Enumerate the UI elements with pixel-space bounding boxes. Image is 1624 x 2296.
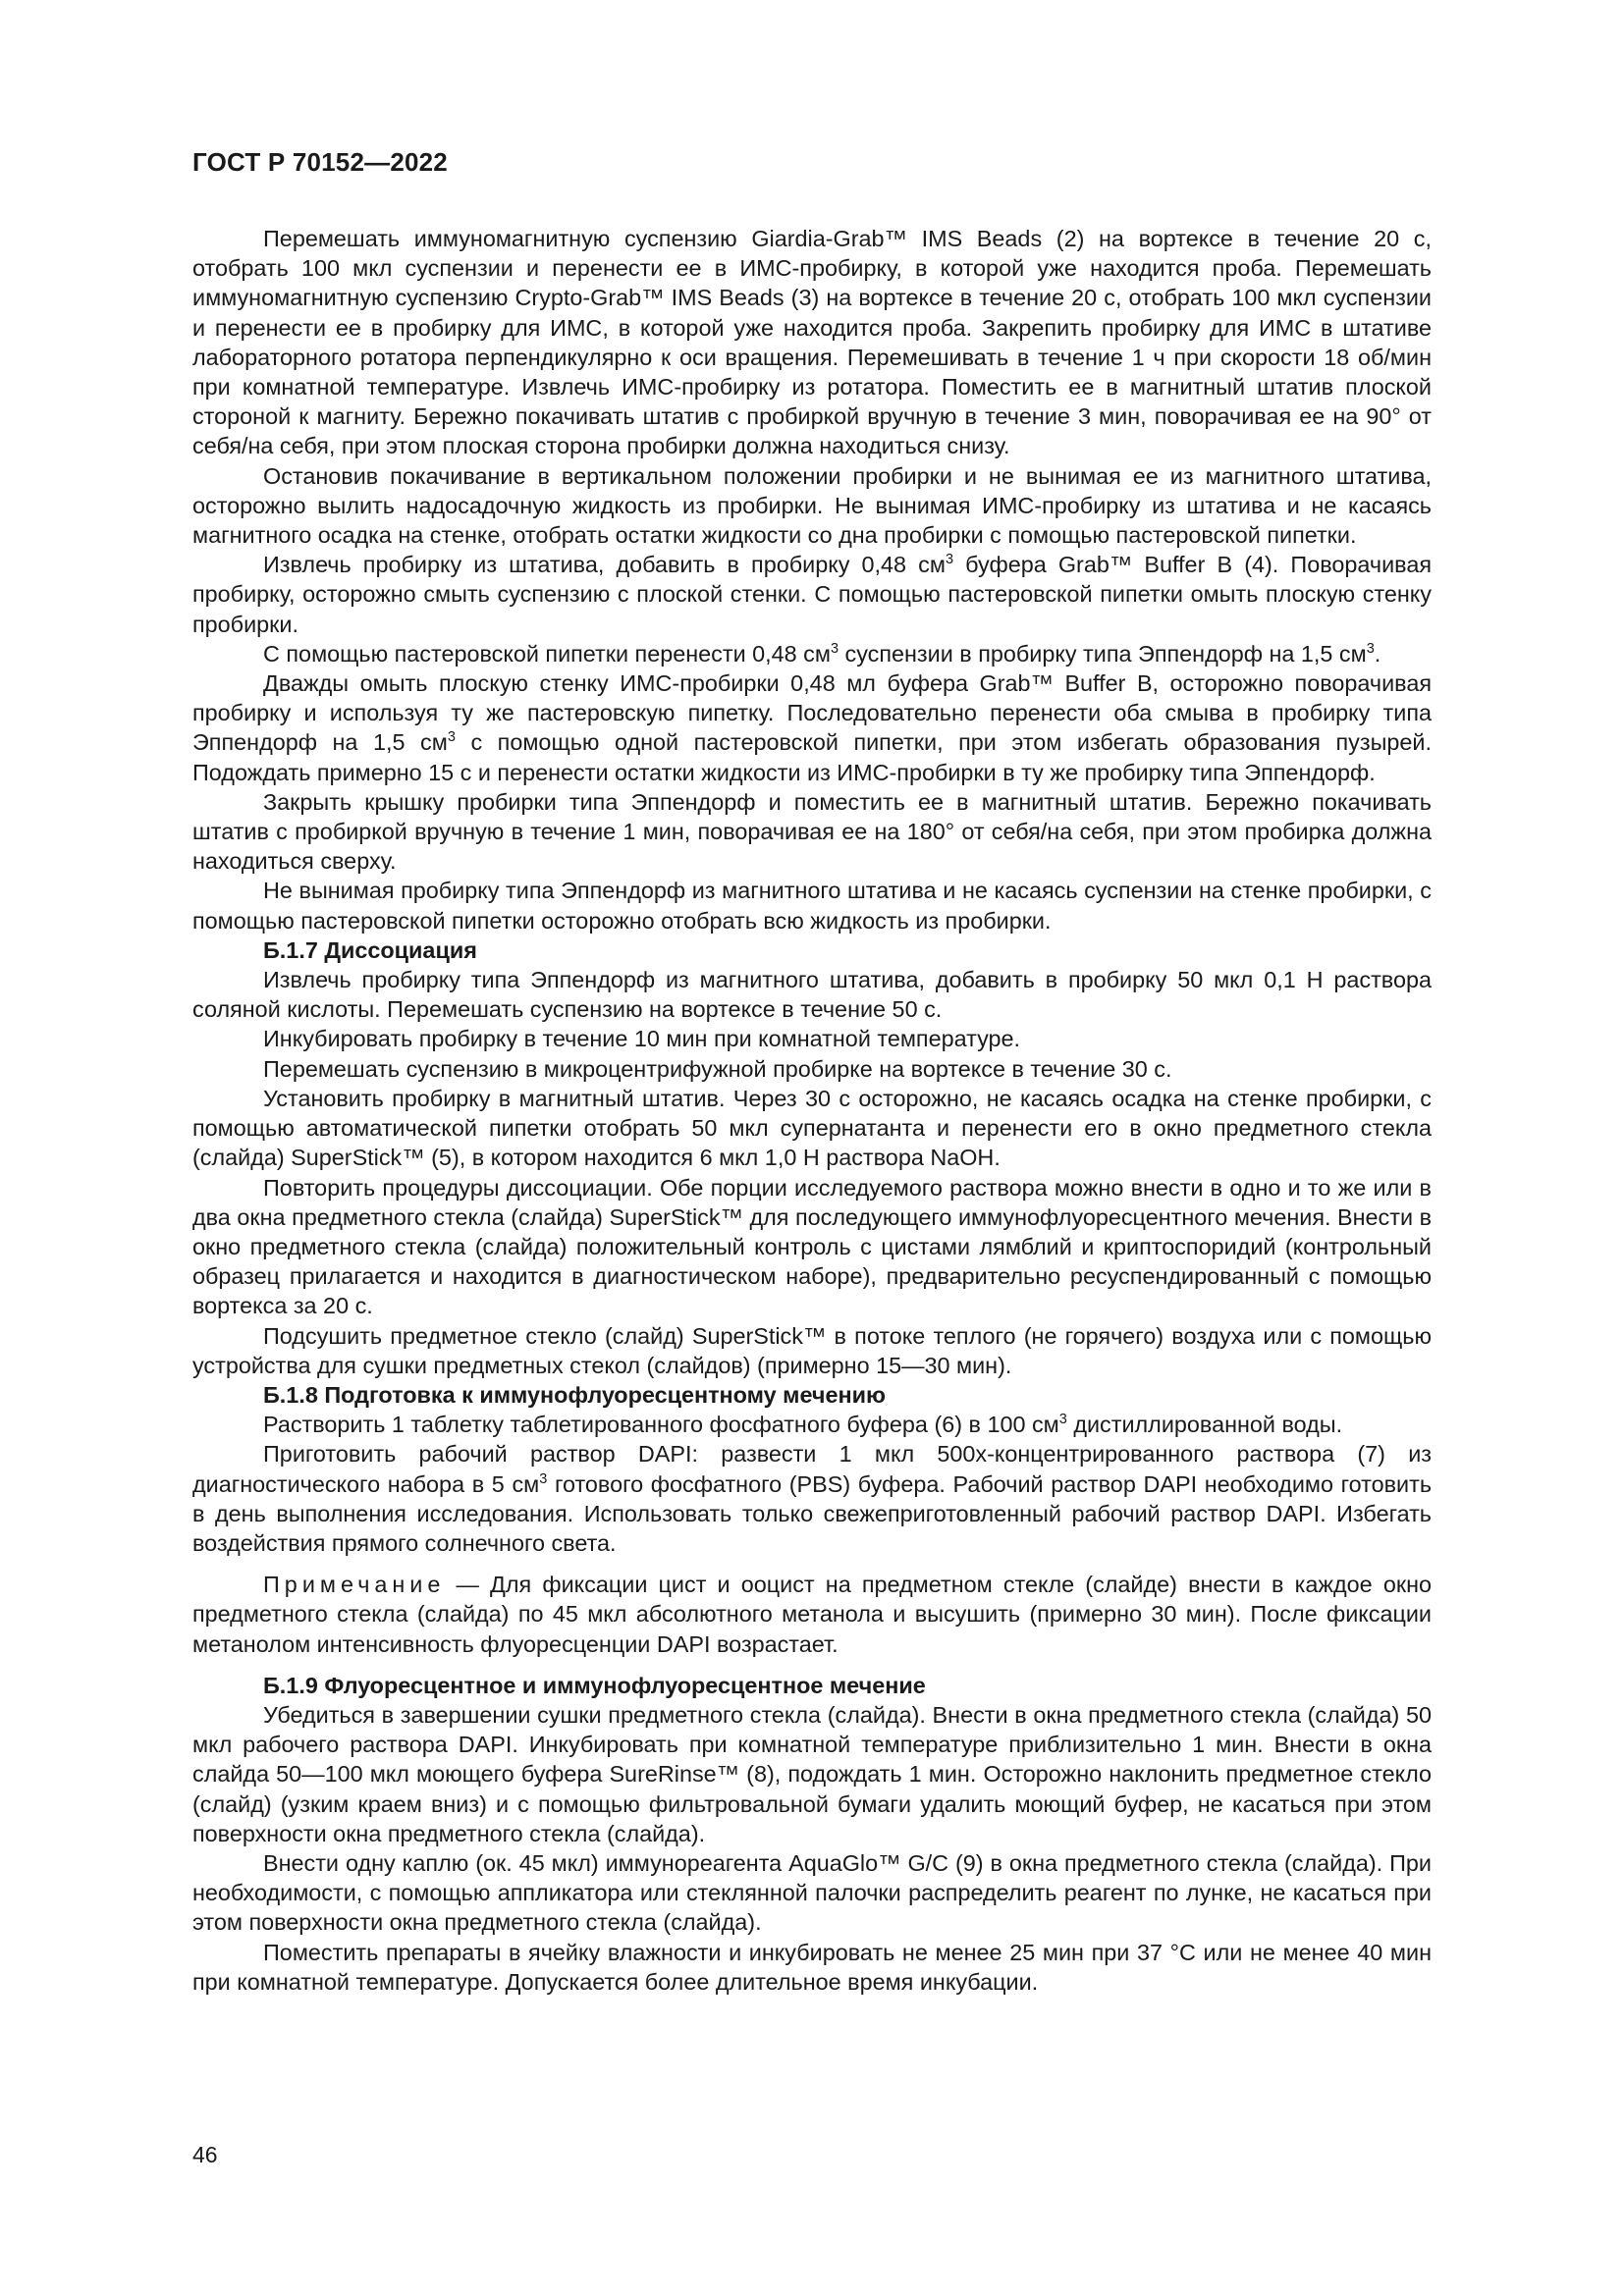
paragraph: Растворить 1 таблетку таблетированного фосфатного буфера (6) в 100 $см^3$ дистиллированной воды. — [263, 1412, 1343, 1438]
document-header: ГОСТ Р 70152—2022 — [192, 147, 448, 177]
page-number: 46 — [192, 2142, 218, 2167]
section-heading: Б.1.7 Диссоциация — [263, 936, 477, 963]
note-text: — Для фиксации цист и ооцист на предметном стекле (слайде) внести в каждое окно предметного стекла (слайда) по 45 мкл абсолютного метанола и высушить (примерно 30 мин). После фиксации метанолом интенсивность флуоресценции DAPI возрастает. — [192, 1572, 1432, 1657]
note — [192, 1570, 1432, 1659]
paragraph: Остановив покачивание в вертикальном положении пробирки и не вынимая ее из магнитного штатива, осторожно вылить надосадочную жидкость из пробирки. Не вынимая ИМС-пробирку из штатива и не касаясь магнитного осадка на стенке, отобрать остатки жидкости со дна пробирки с помощью пастеровской пипетки. — [192, 462, 1432, 549]
paragraph: Повторить процедуры диссоциации. Обе порции исследуемого раствора можно внести в одно и то же или в два окна предметного стекла (слайда) SuperStick™ для последующего иммунофлуоресцентного мечения. Внести в окно предметного стекла (слайда) положительный контроль с цистами лямблий и криптоспоридий (контрольный образец прилагается и находится в диагностическом наборе), предварительно ресуспендированный с помощью вортекса за 20 с. — [192, 1174, 1432, 1319]
paragraph: Извлечь пробирку типа Эппендорф из магнитного штатива, добавить в пробирку 50 мкл 0,1 Н раствора соляной кислоты. Перемешать суспензию на вортексе в течение 50 с. — [192, 967, 1432, 1023]
paragraph: Установить пробирку в магнитный штатив. Через 30 с осторожно, не касаясь осадка на стенке пробирки, с помощью автоматической пипетки отобрать 50 мкл супернатанта и перенести его в окно предметного стекла (слайда) SuperStick™ (5), в котором находится 6 мкл 1,0 Н раствора NaOH. — [192, 1085, 1432, 1171]
document-body — [192, 224, 1432, 1997]
paragraph: Внести одну каплю (ок. 45 мкл) иммунореагента AquaGlo™ G/C (9) в окна предметного стекла (слайда). При необходимости, с помощью аппликатора или стеклянной палочки распределить реагент по лунке, не касаться при этом поверхности окна предметного стекла (слайда). — [192, 1849, 1432, 1936]
paragraph: Закрыть крышку пробирки типа Эппендорф и поместить ее в магнитный штатив. Бережно покачивать штатив с пробиркой вручную в течение 1 мин, поворачивая ее на 180° от себя/на себя, при этом пробирка должна находиться сверху. — [192, 788, 1432, 875]
paragraph: Подсушить предметное стекло (слайд) SuperStick™ в потоке теплого (не горячего) воздуха или с помощью устройства для сушки предметных стекол (слайдов) (примерно 15—30 мин). — [192, 1322, 1432, 1378]
paragraph: Перемешать суспензию в микроцентрифужной пробирке на вортексе в течение 30 с. — [263, 1055, 1172, 1082]
paragraph: Извлечь пробирку из штатива, добавить в пробирку 0,48 $см^3$ буфера Grab™ Buffer B (4). Поворачивая пробирку, осторожно смыть суспензию с плоской стенки. С помощью пастеровской пипетки омыть плоскую стенку пробирки. — [192, 552, 1432, 637]
section-heading: Б.1.8 Подготовка к иммунофлуоресцентному мечению — [263, 1381, 886, 1408]
paragraph: Перемешать иммуномагнитную суспензию Giardia-Grab™ IMS Beads (2) на вортексе в течение 20 с, отобрать 100 мкл суспензии и перенести ее в ИМС-пробирку, в которой уже находится проба. Перемешать иммуномагнитную суспензию Crypto-Grab™ IMS Beads (3) на вортексе в течение 20 с, отобрать 100 мкл суспензии и перенести ее в пробирку для ИМС, в которой уже находится проба. Закрепить пробирку для ИМС в штативе лабораторного ротатора перпендикулярно к оси вращения. Перемешивать в течение 1 ч при скорости 18 об/мин при комнатной температуре. Извлечь ИМС-пробирку из ротатора. Поместить ее в магнитный штатив плоской стороной к магниту. Бережно покачивать штатив с пробиркой вручную в течение 3 мин, поворачивая ее на 90° от себя/на себя, при этом плоская сторона пробирки должна находиться снизу. — [192, 226, 1432, 459]
paragraph: С помощью пастеровской пипетки перенести 0,48 $см^3$ суспензии в пробирку типа Эппендорф на 1,5 $см^3$. — [263, 640, 1381, 667]
paragraph: Убедиться в завершении сушки предметного стекла (слайда). Внести в окна предметного стекла (слайда) 50 мкл рабочего раствора DAPI. Инкубировать при комнатной температуре приблизительно 1 мин. Внести в окна слайда 50—100 мкл моющего буфера SureRinse™ (8), подождать 1 мин. Осторожно наклонить предметное стекло (слайд) (узким краем вниз) и с помощью фильтровальной бумаги удалить моющий буфер, не касаться при этом поверхности окна предметного стекла (слайда). — [192, 1701, 1432, 1846]
note-label: Примечание — [263, 1572, 446, 1598]
paragraph: Не вынимая пробирку типа Эппендорф из магнитного штатива и не касаясь суспензии на стенке пробирки, с помощью пастеровской пипетки осторожно отобрать всю жидкость из пробирки. — [192, 878, 1432, 934]
paragraph: Приготовить рабочий раствор DAPI: развести 1 мкл 500х-концентрированного раствора (7) из диагностического набора в 5 $см^3$ готового фосфатного (PBS) буфера. Рабочий раствор DAPI необходимо готовить в день выполнения исследования. Использовать только свежеприготовленный рабочий раствор DAPI. Избегать воздействия прямого солнечного света. — [192, 1441, 1433, 1556]
paragraph: Инкубировать пробирку в течение 10 мин при комнатной температуре. — [263, 1026, 1021, 1052]
paragraph: Дважды омыть плоскую стенку ИМС-пробирки 0,48 мл буфера Grab™ Buffer B, осторожно поворачивая пробирку и используя ту же пастеровскую пипетку. Последовательно перенести оба смыва в пробирку типа Эппендорф на 1,5 $см^3$ с помощью одной пастеровской пипетки, при этом избегать образования пузырей. Подождать примерно 15 с и перенести остатки жидкости из ИМС-пробирки в ту же пробирку типа Эппендорф. — [192, 670, 1432, 785]
section-heading: Б.1.9 Флуоресцентное и иммунофлуоресцентное мечение — [263, 1672, 926, 1698]
paragraph: Поместить препараты в ячейку влажности и инкубировать не менее 25 мин при 37 °С или не менее 40 мин при комнатной температуре. Допускается более длительное время инкубации. — [192, 1939, 1432, 1995]
